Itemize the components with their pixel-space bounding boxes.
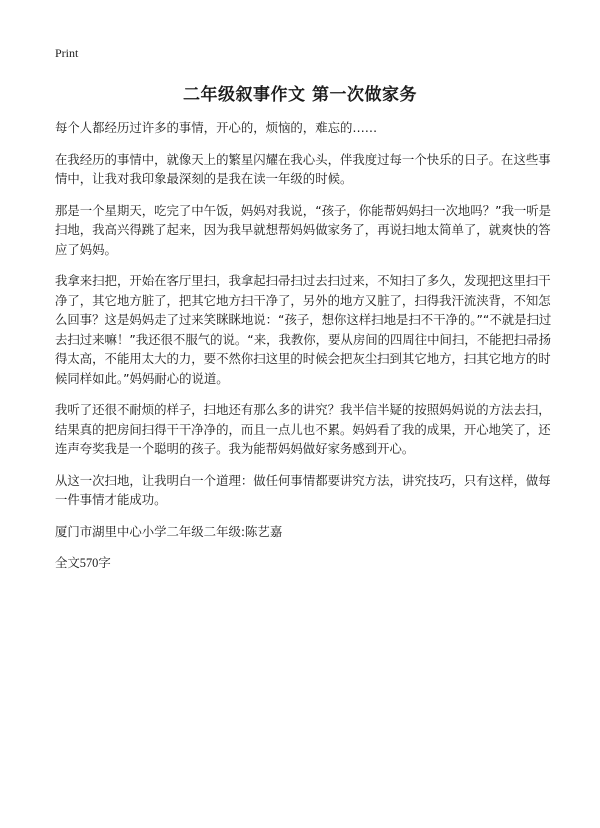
word-count-suffix: 字 (98, 555, 111, 570)
article-body (55, 118, 555, 586)
word-count-prefix: 全文 (55, 555, 80, 570)
paragraph-result: 我听了还很不耐烦的样子，扫地还有那么多的讲究？我半信半疑的按照妈妈说的方法去扫，结果真的把房间扫得干干净净的，而且一点儿也不累。妈妈看了我的成果，开心地笑了，还连声夸奖我是一个聪明的孩子。我为能帮妈妈做好家务感到开心。 (55, 402, 551, 456)
paragraph-intro: 每个人都经历过许多的事情，开心的，烦恼的，难忘的…… (55, 120, 378, 135)
author-line: 厦门市湖里中心小学二年级二年级:陈艺嘉 (55, 523, 283, 539)
paragraph-sweeping: 我拿来扫把，开始在客厅里扫，我拿起扫帚扫过去扫过来，不知扫了多久，发现把这里扫干净了，其它地方脏了，把其它地方扫干净了，另外的地方又脏了，扫得我汗流浃背，不知怎么回事？这是妈妈走了过来笑眯眯地说：“孩子，想你这样扫地是扫不干净的。”“不就是扫过去扫过来嘛！”我还很不服气的说。“来，我教你，要从房间的四周往中间扫，不能把扫帚扬得太高，不能用太大的力，要不然你扫这里的时候会把灰尘扫到其它地方，扫其它地方的时候同样如此。”妈妈耐心的说道。 (55, 273, 552, 386)
paragraph-request: 那是一个星期天，吃完了中午饭，妈妈对我说，“孩子，你能帮妈妈扫一次地吗？”我一听是扫地，我高兴得跳了起来，因为我早就想帮妈妈做家务了，再说扫地太简单了，就爽快的答应了妈妈。 (55, 202, 552, 257)
word-count-number: 570 (79, 556, 99, 570)
paragraph-lesson: 从这一次扫地，让我明白一个道理：做任何事情都要讲究方法，讲究技巧，只有这样，做每一件事情才能成功。 (55, 472, 551, 507)
article-title: 二年级叙事作文 第一次做家务 (183, 85, 417, 105)
print-link[interactable]: Print (55, 46, 79, 60)
word-count (55, 553, 555, 574)
paragraph-memory: 在我经历的事情中，就像天上的繁星闪耀在我心头，伴我度过每一个快乐的日子。在这些事情中，让我对我印象最深刻的是我在读一年级的时候。 (55, 151, 551, 186)
